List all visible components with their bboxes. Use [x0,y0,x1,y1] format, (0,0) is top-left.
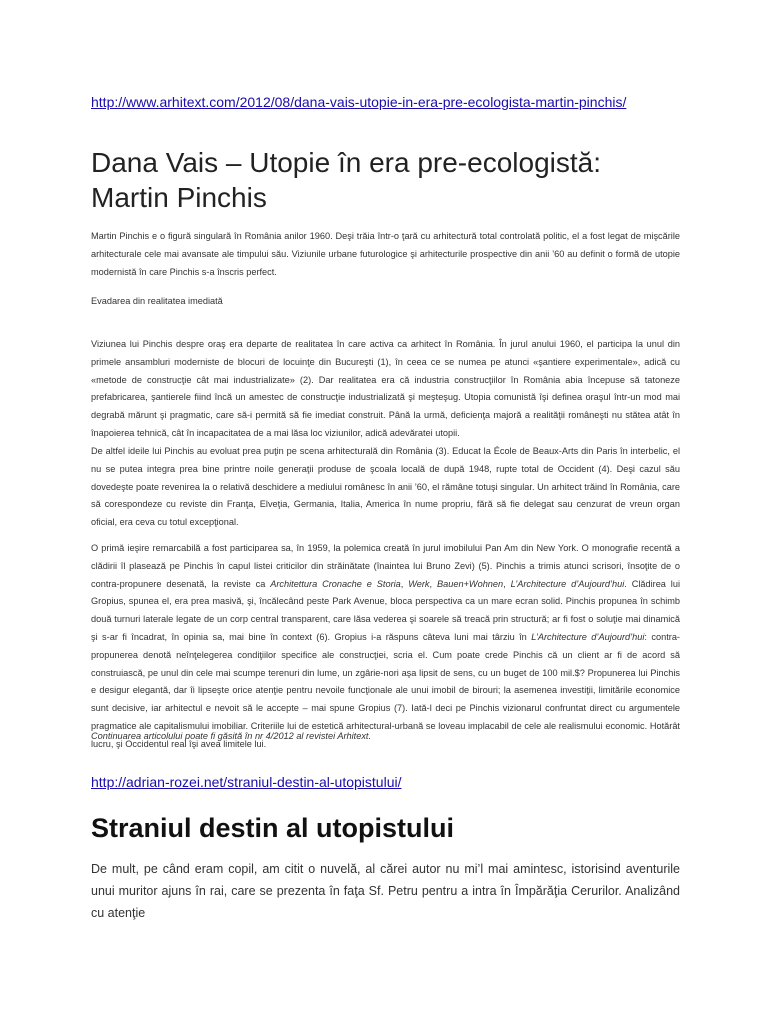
article1-source-link[interactable]: http://www.arhitext.com/2012/08/dana-vais-utopie-in-era-pre-ecologista-martin-pinchis/ [91,94,627,110]
separator: , [400,578,409,589]
article1-paragraph-3: De altfel ideile lui Pinchis au evoluat prea puţin pe scena arhitecturală din România (3). Educat la École de Beaux-Arts din Paris în interbelic, el nu se putea integra prea bine printre noile generaţii produse de şcoala locală de după 1948, rupte total de Occident (4). Deşi cazul său dovedeşte poate revenirea la o relativă deschidere a mediului românesc în anii ’60, el rămâne totuşi singular. Un arhitect trăind în România, care să corespondeze cu reviste din Franţa, Elveţia, Germania, Italia, America în nume propriu, fără să fie delegat sau cenzurat de vreun organ oficial, era ceva cu totul excepţional. [91,446,680,528]
article1-paragraph-2: Viziunea lui Pinchis despre oraş era departe de realitatea în care activa ca arhitect în România. În jurul anului 1960, el participa la unul din primele ansambluri moderniste de blocuri de locuinţe din Bucureşti (1), în ceea ce se numea pe atunci «şantiere experimentale», adică cu «metode de construcţie cât mai industrializate» (2). Dar realitatea era că industria construcţiilor în România abia începuse să tatoneze prefabricarea, şantierele fiind încă un amestec de construcţie industrializată şi meşteşug. Utopia comunistă îşi definea oraşul într-un mod mai degrabă mărunt şi pragmatic, care să-i permită să fie imediat construit. Până la urmă, deficienţa majoră a realităţii româneşti nu stătea atât în înapoierea tehnică, cât în incapacitatea de a mai lăsa loc viziunilor, adică adevăratei utopii. [91,339,680,438]
journal-title: Bauen+Wohnen [436,578,504,589]
article1-paragraph-4 [91,540,680,754]
paragraph-text: . Clădirea lui Gropius, spunea el, era prea masivă, şi, încălecând peste Park Avenue, bloca perspectiva ca un mare ecran solid. Pinchis propunea în schimb două turnuri laterale legate de un corp central transparent, care lăsa vederea şi soarele să treacă prin structură; ar fi fost o soluţie mai dinamică şi s-ar fi încadrat, în opinia sa, mai bine în context (6). Gropius i-a răspuns câteva luni mai târziu în [91,578,681,642]
continuation-note: Continuarea articolului poate fi găsită în nr 4/2012 al revistei Arhitext. [91,731,372,741]
article1-intro-paragraph: Martin Pinchis e o figură singulară în România anilor 1960. Deşi trăia într-o ţară cu arhitectură total controlată politic, el a fost legat de mişcările arhitecturale cele mai avansate ale timpului său. Viziunile urbane futurologice şi arhitecturile prospective din anii ’60 au definit o formă de utopie modernistă în care Pinchis s-a înscris perfect. [91,231,680,277]
journal-title: Architettura Cronache e Storia [270,578,401,589]
article2-source-link[interactable]: http://adrian-rozei.net/straniul-destin-al-utopistului/ [91,774,402,790]
article1-title: Dana Vais – Utopie în era pre-ecologistă: Martin Pinchis [91,147,601,213]
paragraph-text: O primă ieşire remarcabilă a fost participarea sa, în 1959, la polemica creată în jurul imobilului Pan Am din New York. O monografie recentă a clădirii îl plasează pe Pinchis în capul listei criticilor din străinătate (înaintea lui Bruno Zevi) (5). Pinchis a trimis atunci scrisori, însoţite de o contra-propunere desenată, la reviste ca [91,543,680,589]
separator: , [503,578,511,589]
article2-title: Straniul destin al utopistului [91,813,455,843]
article1-subheading: Evadarea din realitatea imediată [91,296,223,306]
separator: , [429,578,437,589]
article2-paragraph-1: De mult, pe când eram copil, am citit o nuvelă, al cărei autor nu mi’l mai amintesc, istorisind aventurile unui muritor ajuns în rai, care se prezenta în faţa Sf. Petru pentru a intra în Împărăţia Cerurilor. Analizând cu atenţie [91,862,680,920]
journal-title: Werk [408,578,430,589]
journal-title: L’Architecture d’Aujourd’hui [510,578,625,589]
paragraph-text: : contra-propunerea denotă neînţelegerea condiţiilor specifice ale construcţiei, scria el. Cum poate crede Pinchis că un client ar fi de acord să construiască, pe unul din cele mai scumpe terenuri din lume, un zgârie-nori aşa lipsit de sens, cu un buget de 100 mil.$? Propunerea lui Pinchis e desigur elegantă, dar îi lipseşte orice atenţie pentru nevoile funcţionale ale unui imobil de birouri; la asemenea investiţii, limitările economice sunt decisive, iar arhitectul e nevoit să le accepte – mai spune Gropius (7). Iată-l deci pe Pinchis vizionarul confruntat direct cu argumentele pragmatice ale capitalismului imobiliar. Criteriile lui de estetică arhitectural-urbană se loveau implacabil de cele ale realismului economic. Hotărât lucru, şi Occidentul real îşi avea limitele lui. [91,631,680,749]
journal-title: L’Architecture d’Aujourd’hui [531,631,645,642]
